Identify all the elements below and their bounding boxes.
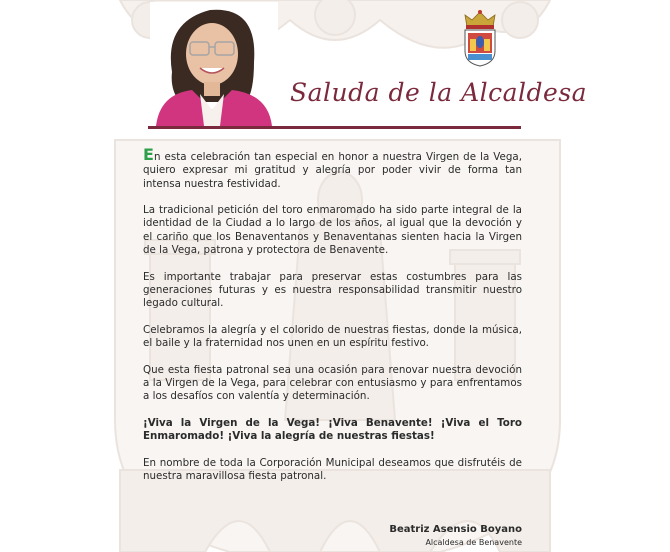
paragraph-7: En nombre de toda la Corporación Municipal deseamos que disfrutéis de nuestra maravillosa fiesta patronal.: [143, 456, 522, 483]
paragraph-1-text: n esta celebración tan especial en honor a nuestra Virgen de la Vega, quiero expresar mi gratitud y alegría por poder vivir de forma tan intensa nuestra festividad.: [143, 151, 522, 190]
paragraph-5: Que esta fiesta patronal sea una ocasión para renovar nuestra devoción a la Virgen de la Vega, para celebrar con entusiasmo y para enfrentamos a los desafíos con valentía y determinación.: [143, 363, 522, 403]
signature-role: Alcaldesa de Benavente: [425, 538, 522, 547]
signature-block: [360, 524, 522, 547]
coat-of-arms-icon: [461, 9, 499, 67]
page-title: Saluda de la Alcaldesa: [290, 78, 588, 107]
portrait-photo-icon: [150, 2, 278, 126]
paragraph-6-cheers: ¡Viva la Virgen de la Vega! ¡Viva Benavente! ¡Viva el Toro Enmaromado! ¡Viva la alegría de nuestras fiestas!: [143, 416, 522, 443]
header-divider: [148, 126, 521, 129]
signature-name: Beatriz Asensio Boyano: [389, 524, 522, 535]
paragraph-1: [143, 145, 522, 191]
drop-cap: E: [143, 145, 154, 164]
letter-body: [143, 145, 522, 497]
paragraph-2: La tradicional petición del toro enmaromado ha sido parte integral de la identidad de la Ciudad a lo largo de los años, al igual que la devoción y el cariño que los Benaventanos y Benaventanas sienten hacia la Virgen de la Vega, patrona y protectora de Benavente.: [143, 204, 522, 257]
letter-header: [0, 0, 670, 135]
paragraph-3: Es importante trabajar para preservar estas costumbres para las generaciones futuras y es nuestra responsabilidad transmitir nuestro legado cultural.: [143, 270, 522, 310]
paragraph-4: Celebramos la alegría y el colorido de nuestras fiestas, donde la música, el baile y la fraternidad nos unen en un espíritu festivo.: [143, 323, 522, 350]
